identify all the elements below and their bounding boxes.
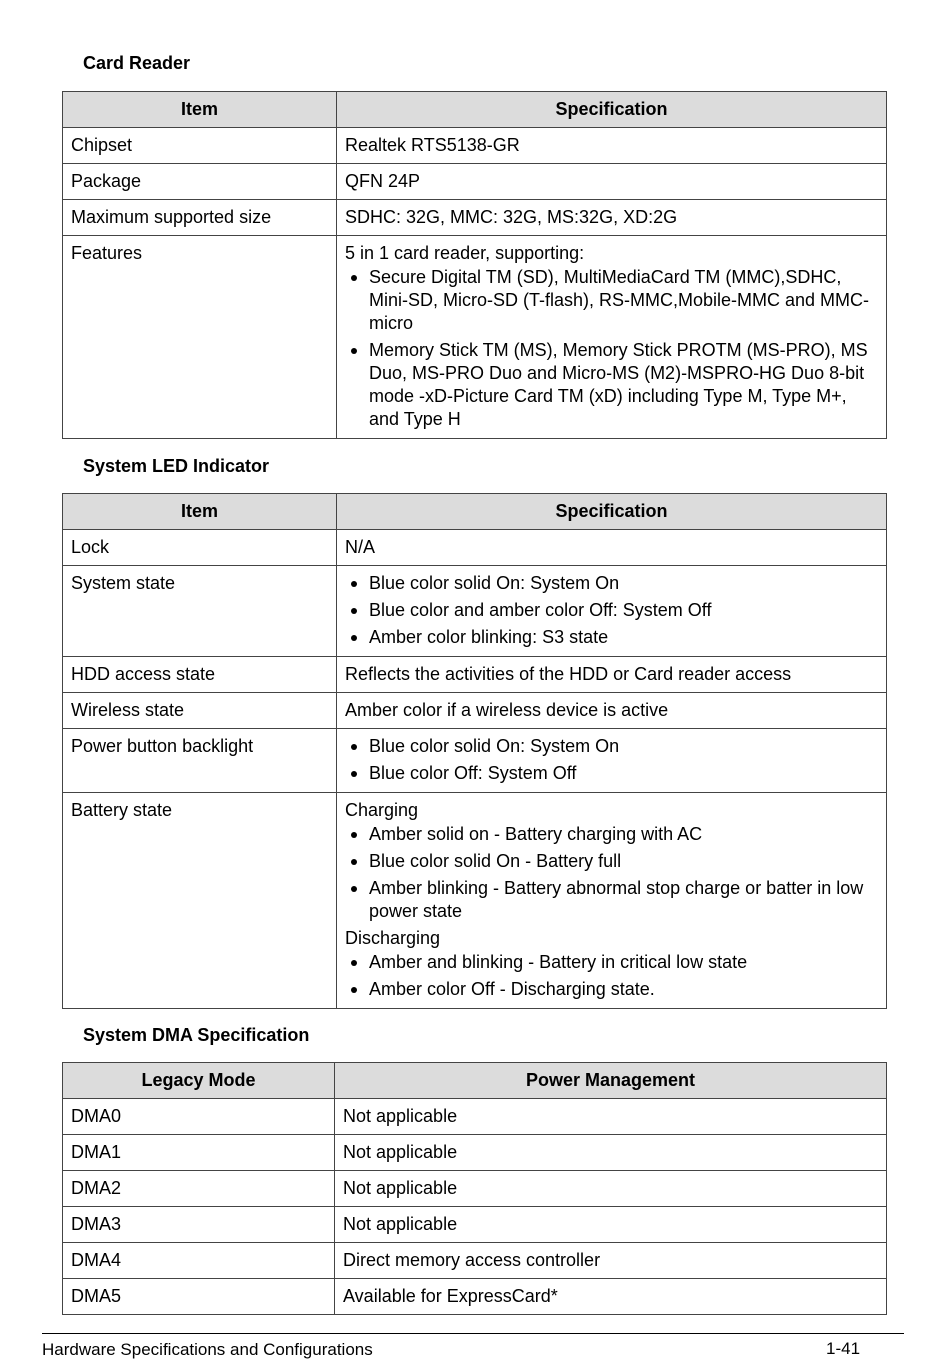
header-power-management: Power Management (335, 1063, 887, 1099)
header-specification: Specification (337, 494, 887, 530)
list-item: Blue color solid On: System On (345, 735, 878, 758)
dma-table (62, 1062, 887, 1315)
table-row (63, 1279, 887, 1315)
spec-cell: SDHC: 32G, MMC: 32G, MS:32G, XD:2G (337, 200, 887, 236)
list-item: Amber color Off - Discharging state. (345, 978, 878, 1001)
item-cell: Features (63, 236, 337, 439)
item-cell: Package (63, 164, 337, 200)
item-cell: Battery state (63, 793, 337, 1009)
table-header-row (63, 494, 887, 530)
pm-cell: Not applicable (335, 1171, 887, 1207)
list-item: Blue color solid On: System On (345, 572, 878, 595)
table-header-row (63, 92, 887, 128)
pm-cell: Available for ExpressCard* (335, 1279, 887, 1315)
list-item: Blue color solid On - Battery full (345, 850, 878, 873)
table-row (63, 566, 887, 657)
spec-cell (337, 729, 887, 793)
table-row (63, 1243, 887, 1279)
header-item: Item (63, 494, 337, 530)
footer-title: Hardware Specifications and Configurations (42, 1340, 373, 1359)
features-intro: 5 in 1 card reader, supporting: (345, 243, 585, 263)
charging-label: Charging (345, 800, 419, 820)
table-row (63, 1171, 887, 1207)
pm-cell: Not applicable (335, 1135, 887, 1171)
table-row (63, 200, 887, 236)
spec-cell (337, 236, 887, 439)
table-row (63, 128, 887, 164)
spec-cell: N/A (337, 530, 887, 566)
pm-cell: Not applicable (335, 1099, 887, 1135)
mode-cell: DMA3 (63, 1207, 335, 1243)
table-row (63, 1135, 887, 1171)
item-cell: Chipset (63, 128, 337, 164)
led-table (62, 493, 887, 1009)
card-reader-table (62, 91, 887, 439)
mode-cell: DMA2 (63, 1171, 335, 1207)
table-row (63, 1207, 887, 1243)
mode-cell: DMA0 (63, 1099, 335, 1135)
footer-divider (42, 1333, 904, 1334)
list-item: Memory Stick TM (MS), Memory Stick PROTM (MS-PRO), MS Duo, MS-PRO Duo and Micro-MS (M2)-MSPRO-HG Duo 8-bit mode -xD-Picture Card TM (xD) including Type M, Type M+, and Type H (345, 339, 878, 431)
spec-cell (337, 566, 887, 657)
spec-cell: Reflects the activities of the HDD or Card reader access (337, 657, 887, 693)
bullet-list (345, 572, 878, 649)
mode-cell: DMA1 (63, 1135, 335, 1171)
spec-cell (337, 793, 887, 1009)
list-item: Blue color Off: System Off (345, 762, 878, 785)
bullet-list (345, 735, 878, 785)
led-title: System LED Indicator (83, 456, 270, 476)
table-row (63, 236, 887, 439)
item-cell: System state (63, 566, 337, 657)
table-row (63, 530, 887, 566)
bullet-list (345, 823, 878, 923)
spec-cell: Amber color if a wireless device is active (337, 693, 887, 729)
item-cell: Power button backlight (63, 729, 337, 793)
table-row (63, 657, 887, 693)
list-item: Amber and blinking - Battery in critical low state (345, 951, 878, 974)
dma-title: System DMA Specification (83, 1025, 310, 1045)
bullet-list (345, 951, 878, 1001)
list-item: Amber blinking - Battery abnormal stop charge or batter in low power state (345, 877, 878, 923)
spec-cell: QFN 24P (337, 164, 887, 200)
mode-cell: DMA5 (63, 1279, 335, 1315)
table-row (63, 693, 887, 729)
list-item: Amber solid on - Battery charging with AC (345, 823, 878, 846)
item-cell: Maximum supported size (63, 200, 337, 236)
card-reader-title: Card Reader (83, 53, 191, 73)
header-legacy-mode: Legacy Mode (63, 1063, 335, 1099)
discharging-label: Discharging (345, 928, 441, 948)
pm-cell: Direct memory access controller (335, 1243, 887, 1279)
spec-cell: Realtek RTS5138-GR (337, 128, 887, 164)
bullet-list (345, 266, 878, 431)
item-cell: Wireless state (63, 693, 337, 729)
mode-cell: DMA4 (63, 1243, 335, 1279)
table-row (63, 1099, 887, 1135)
table-header-row (63, 1063, 887, 1099)
header-item: Item (63, 92, 337, 128)
list-item: Secure Digital TM (SD), MultiMediaCard TM (MMC),SDHC, Mini-SD, Micro-SD (T-flash), RS-MMC,Mobile-MMC and MMC-micro (345, 266, 878, 335)
table-row (63, 793, 887, 1009)
item-cell: HDD access state (63, 657, 337, 693)
list-item: Blue color and amber color Off: System Off (345, 599, 878, 622)
table-row (63, 164, 887, 200)
page-number: 1-41 (826, 1339, 861, 1358)
table-row (63, 729, 887, 793)
pm-cell: Not applicable (335, 1207, 887, 1243)
item-cell: Lock (63, 530, 337, 566)
list-item: Amber color blinking: S3 state (345, 626, 878, 649)
header-specification: Specification (337, 92, 887, 128)
